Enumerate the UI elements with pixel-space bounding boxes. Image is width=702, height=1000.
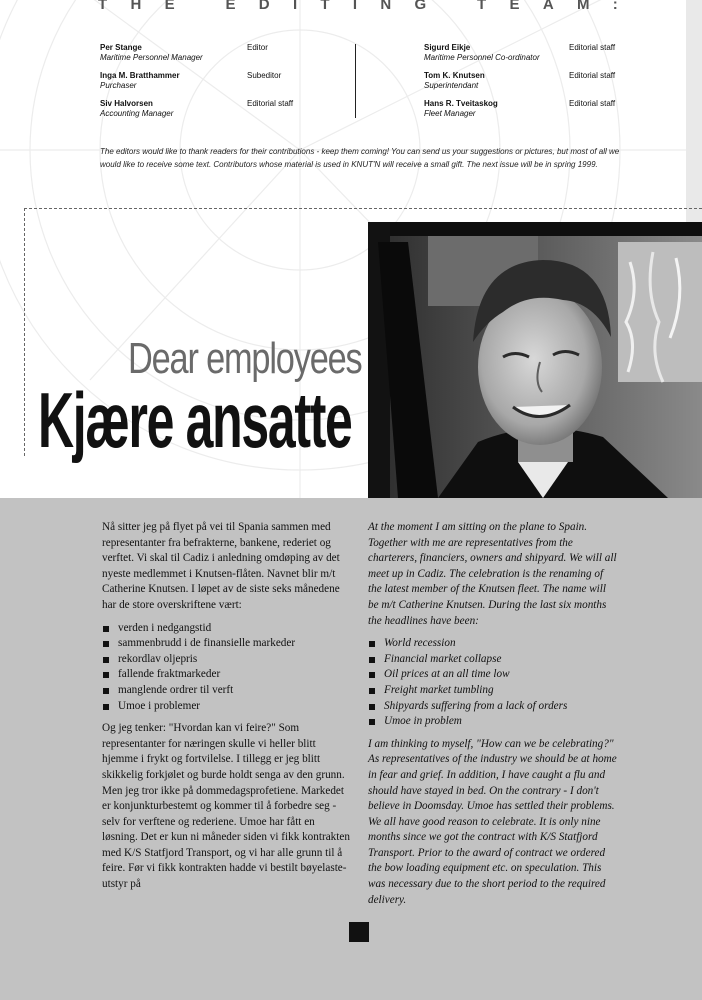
heading-letter: : [612,0,618,13]
heading-letter: E [164,0,175,13]
member-name: Per Stange [100,43,142,52]
page-marker [349,922,369,942]
title-norwegian: Kjære ansatte [38,376,352,464]
member-role: Editor [247,43,268,52]
heading-letter: D [258,0,270,13]
member-role: Editorial staff [247,99,294,108]
member-name: Hans R. Tveitaskog [424,99,498,108]
list-item: Shipyards suffering from a lack of orders [368,699,618,715]
norwegian-body: Og jeg tenker: "Hvordan kan vi feire?" Som representanter for næringen skulle vi heller blitt hjemme i frykt og fortvilelse. I tillegg er jeg blitt skikkelig forkjølet og burde holdt senga av den grunn. Men jeg tror ikke på dommedagsprofetiene. Markedet er konjunkturbestemt og kommer til å forbedre seg - selv for verftene og rederiene. Umoe har fått en løsning. Det er kun ni måneder siden vi fikk kontrakten med K/S Statfjord Transport, og vi har alle grunn til å feire. Før vi fikk kontrakten hadde vi bestilt bøyelaste-utstyr på [102,722,350,891]
team-member [100,43,335,71]
dashed-frame-left [24,208,25,456]
heading-letter: G [414,0,427,13]
member-position: Superintendant [424,81,479,90]
editing-team-heading [98,0,618,18]
list-item: Oil prices at an all time low [368,667,618,683]
list-item: World recession [368,636,618,652]
list-item: Umoe i problemer [102,699,352,715]
title-english: Dear employees [128,334,362,383]
english-headlines [368,636,618,730]
team-divider [355,44,356,118]
heading-letter: T [320,0,330,13]
heading-letter: T [98,0,108,13]
thanks-note: The editors would like to thank readers for their contributions - keep them coming! You can send us your suggestions or pictures, but most of all we would like to receive some text. Contributors whose material is used in KNUT'N will receive a small gift. The next issue will be in spring 1999. [100,147,620,169]
list-item: verden i nedgangstid [102,621,352,637]
team-member [424,99,669,127]
list-item: Umoe in problem [368,714,618,730]
list-item: Freight market tumbling [368,683,618,699]
list-item: rekordlav oljepris [102,652,352,668]
member-name: Sigurd Eikje [424,43,471,52]
heading-letter: I [292,0,298,13]
list-item: manglende ordrer til verft [102,683,352,699]
member-position: Fleet Manager [424,109,476,118]
heading-letter: I [352,0,358,13]
norwegian-intro: Nå sitter jeg på flyet på vei til Spania sammen med representanter fra befrakterne, bankene, rederiet og verftet. Vi skal til Cadiz i anledning omdøping av det nyeste medlemmet i Knutsen-flåten. Navnet blir m/t Catherine Knutsen. I løpet av de siste seks månedene har de store overskriftene vært: [102,521,340,611]
heading-letter: E [225,0,236,13]
member-role: Subeditor [247,71,282,80]
member-position: Maritime Personnel Manager [100,53,203,62]
member-role: Editorial staff [569,71,616,80]
team-member [424,71,669,99]
team-member [100,99,335,127]
dashed-frame-top [24,208,702,209]
member-name: Tom K. Knutsen [424,71,485,80]
member-position: Accounting Manager [100,109,174,118]
editing-team-left [100,43,335,127]
editing-team-right [424,43,669,127]
list-item: fallende fraktmarkeder [102,667,352,683]
english-body: I am thinking to myself, "How can we be celebrating?" As representatives of the industry we should be at home in fear and grief. In addition, I have caught a flu and should have stayed in bed. On the contrary - I don't believe in Doomsday. Umoe has settled their problems. We all have good reason to celebrate. It is only nine months since we got the contract with K/S Statfjord Transport. Prior to the award of contract we ordered the bow loading equipment etc. on speculation. This was necessary due to the short period to the required delivery. [368,737,617,906]
list-item: sammenbrudd i de finansielle markeder [102,636,352,652]
heading-letter: H [130,0,142,13]
team-member [100,71,335,99]
portrait-photo [368,222,702,498]
heading-letter: E [509,0,520,13]
team-member [424,43,669,71]
list-item: Financial market collapse [368,652,618,668]
member-position: Purchaser [100,81,137,90]
norwegian-headlines [102,621,352,715]
heading-letter: T [477,0,487,13]
member-position: Maritime Personnel Co-ordinator [424,53,540,62]
article-column-norwegian [102,520,352,900]
heading-letter: N [380,0,392,13]
member-name: Siv Halvorsen [100,99,153,108]
article-column-english [368,520,618,915]
member-name: Inga M. Bratthammer [100,71,180,80]
heading-letter [198,0,202,18]
heading-letter [450,0,454,18]
member-role: Editorial staff [569,99,616,108]
heading-letter: A [542,0,554,13]
english-intro: At the moment I am sitting on the plane to Spain. Together with me are representatives from the charterers, financiers, owners and shipyard. We will all meet up in Cadiz. The celebration is the renaming of the latest member of the Knutsen fleet. The name will be m/t Catherine Knutsen. During the last six months the headlines have been: [368,521,617,627]
member-role: Editorial staff [569,43,616,52]
heading-letter: M [576,0,590,13]
